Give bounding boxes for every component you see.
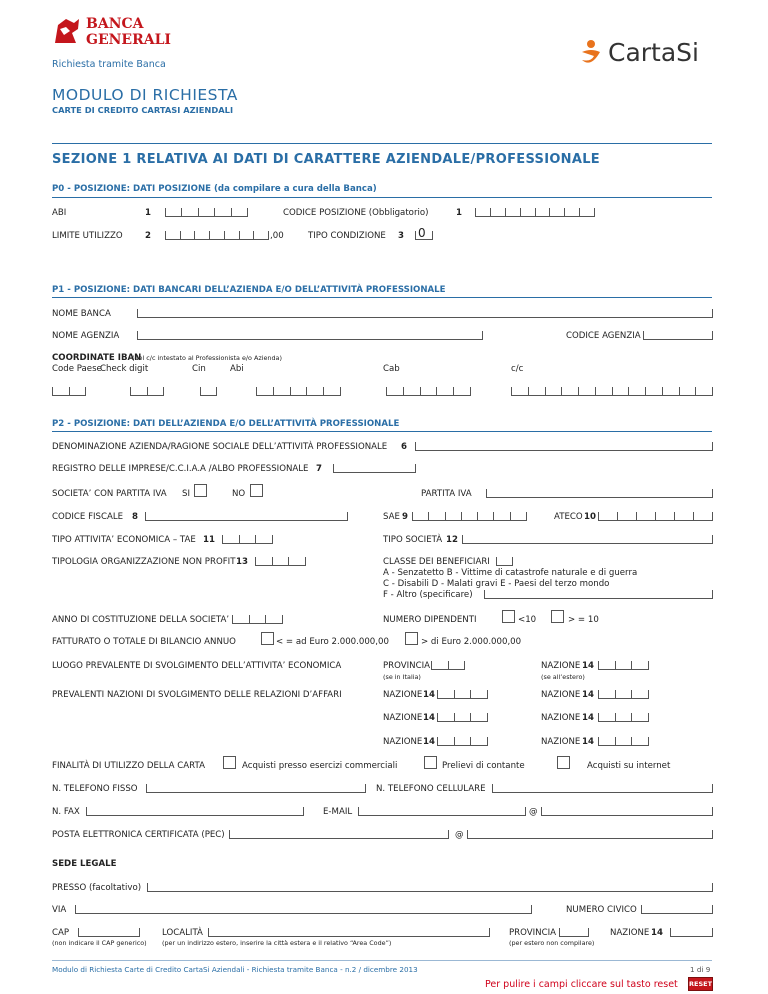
pec-user-input[interactable] [229,830,449,839]
email-domain-input[interactable] [541,807,713,816]
iban-col-cin: Cin [192,364,206,374]
page-subtitle: CARTE DI CREDITO CARTASI AZIENDALI [52,105,234,115]
dip-ge-checkbox[interactable] [551,610,564,623]
anno-label: ANNO DI COSTITUZIONE DELLA SOCIETA’ [52,615,230,625]
prev-nazione-num-3: 14 [423,713,435,723]
cap-label: CAP [52,928,70,938]
presso-input[interactable] [147,883,713,892]
email-user-input[interactable] [358,807,526,816]
fax-input[interactable] [86,807,304,816]
prev-nazione-num-6: 14 [582,737,594,747]
richiesta-label: Richiesta tramite Banca [52,59,166,70]
cartasi-icon [578,38,604,68]
reset-button[interactable]: RESET [688,977,713,991]
classe-a: A - Senzatetto B - Vittime di catastrofe naturale e di guerra [383,568,638,578]
email-label: E-MAIL [323,807,353,817]
pec-label: POSTA ELETTRONICA CERTIFICATA (PEC) [52,830,225,840]
prev-nazione-label-3: NAZIONE [383,713,423,723]
page-title: MODULO DI RICHIESTA [52,86,238,104]
codice-posizione-label: CODICE POSIZIONE (Obbligatorio) [283,208,429,218]
tipo-condizione-label: TIPO CONDIZIONE [308,231,386,241]
sede-nazione-input[interactable] [670,928,713,937]
partita-iva-label: PARTITA IVA [421,489,472,499]
abi-label: ABI [52,208,67,218]
codice-fiscale-label: CODICE FISCALE [52,512,124,522]
classe-input[interactable] [496,557,513,566]
footer-text: Modulo di Richiesta Carte di Credito CartaSi Aziendali - Richiesta tramite Banca - n.2 / dicembre 2013 [52,965,418,974]
tipo-societa-input[interactable] [462,535,713,544]
prev-nazione-num-1: 14 [423,690,435,700]
sede-nazione-num: 14 [651,928,663,938]
limite-num: 2 [145,231,151,241]
tae-num: 11 [203,535,215,545]
si-label: SI [182,489,190,499]
iban-cin-input[interactable] [200,387,217,396]
p2-heading: P2 - POSIZIONE: DATI DELL’AZIENDA E/O DELL’ATTIVITÀ PROFESSIONALE [52,419,400,429]
tel-cell-label: N. TELEFONO CELLULARE [376,784,486,794]
non-profit-label: TIPOLOGIA ORGANIZZAZIONE NON PROFIT [52,557,236,567]
fin-prelievi-checkbox[interactable] [424,756,437,769]
codice-posizione-num: 1 [456,208,462,218]
registro-input[interactable] [333,464,416,473]
non-profit-input[interactable] [255,557,306,566]
tel-cell-input[interactable] [492,784,713,793]
civico-input[interactable] [641,905,713,914]
fatt-lt-label: < = ad Euro 2.000.000,00 [276,637,389,647]
limite-label: LIMITE UTILIZZO [52,231,123,241]
iban-col-cab: Cab [383,364,400,374]
banca-generali-logo [52,15,182,51]
iban-col-paese: Code Paese [52,364,102,374]
luogo-nazione-num: 14 [582,661,594,671]
ateco-num: 10 [584,512,596,522]
luogo-provincia-label: PROVINCIA [383,661,431,671]
localita-label: LOCALITÀ [162,928,203,938]
fax-label: N. FAX [52,807,80,817]
civico-label: NUMERO CIVICO [566,905,637,915]
ateco-label: ATECO [554,512,583,522]
tel-fisso-label: N. TELEFONO FISSO [52,784,138,794]
fatturato-label: FATTURATO O TOTALE DI BILANCIO ANNUO [52,637,236,647]
prev-nazione-input-2[interactable] [598,690,649,699]
tipo-condizione-num: 3 [398,231,404,241]
codice-agenzia-label: CODICE AGENZIA [566,331,641,341]
dip-lt-checkbox[interactable] [502,610,515,623]
cap-note: (non indicare il CAP generico) [52,939,147,947]
iban-col-abi: Abi [230,364,244,374]
tae-label: TIPO ATTIVITA’ ECONOMICA – TAE [52,535,196,545]
tipo-societa-label: TIPO SOCIETÀ [383,535,443,545]
no-label: NO [232,489,246,499]
iban-cab-input[interactable] [386,387,471,396]
codice-fiscale-num: 8 [132,512,138,522]
prev-nazione-num-4: 14 [582,713,594,723]
abi-input[interactable] [165,208,248,217]
presso-label: PRESSO (facoltativo) [52,883,142,893]
iban-paese-input[interactable] [52,387,86,396]
sae-input[interactable] [412,512,527,521]
sede-provincia-note: (per estero non compilare) [509,939,595,947]
se-italia-note: (se in Italia) [383,673,421,681]
nome-agenzia-label: NOME AGENZIA [52,331,120,341]
section-title: SEZIONE 1 RELATIVA AI DATI DI CARATTERE AZIENDALE/PROFESSIONALE [52,152,600,167]
prev-nazione-label-1: NAZIONE [383,690,423,700]
classe-f: F - Altro (specificare) [383,590,473,600]
iban-col-check: Check digit [100,364,149,374]
iban-cc-input[interactable] [511,387,713,396]
denominazione-input[interactable] [415,442,713,451]
sede-provincia-label: PROVINCIA [509,928,557,938]
lion-icon [52,15,82,47]
dipendenti-label: NUMERO DIPENDENTI [383,615,477,625]
fatt-gt-checkbox[interactable] [405,632,418,645]
localita-note: (per un indirizzo estero, inserire la città estera e il relativo “Area Code”) [162,939,392,947]
tae-input[interactable] [222,535,273,544]
fatt-lt-checkbox[interactable] [261,632,274,645]
sae-num: 9 [402,512,408,522]
page-number: 1 di 9 [690,965,711,974]
nome-agenzia-input[interactable] [137,331,483,340]
luogo-nazione-label: NAZIONE [541,661,581,671]
prev-nazione-input-1[interactable] [437,690,488,699]
dip-ge-label: > = 10 [568,615,599,625]
codice-posizione-input[interactable] [475,208,595,217]
luogo-label: LUOGO PREVALENTE DI SVOLGIMENTO DELL’ATTIVITA’ ECONOMICA [52,661,342,671]
iban-check-input[interactable] [130,387,164,396]
prev-nazione-input-3[interactable] [437,713,488,722]
prev-nazione-input-6[interactable] [598,737,649,746]
cartasi-logo [578,36,718,72]
nome-banca-input[interactable] [137,309,713,318]
non-profit-num: 13 [236,557,248,567]
sae-label: SAE [383,512,400,522]
email-at: @ [529,807,538,817]
si-checkbox[interactable] [194,484,207,497]
partita-iva-input[interactable] [486,489,713,498]
tel-fisso-input[interactable] [146,784,366,793]
sede-provincia-input[interactable] [559,928,589,937]
p0-heading: P0 - POSIZIONE: DATI POSIZIONE (da compilare a cura della Banca) [52,184,377,194]
codice-agenzia-input[interactable] [643,331,713,340]
fin-internet-label: Acquisti su internet [587,761,671,771]
cap-input[interactable] [78,928,140,937]
logo-line2: GENERALI [86,32,171,48]
prev-nazione-label-5: NAZIONE [383,737,423,747]
sede-nazione-label: NAZIONE [610,928,650,938]
fin-internet-checkbox[interactable] [557,756,570,769]
finalita-label: FINALITÀ DI UTILIZZO DELLA CARTA [52,761,205,771]
anno-input[interactable] [232,615,283,624]
no-checkbox[interactable] [250,484,263,497]
prev-nazione-input-4[interactable] [598,713,649,722]
via-label: VIA [52,905,67,915]
luogo-provincia-input[interactable] [431,661,465,670]
registro-label: REGISTRO DELLE IMPRESE/C.C.I.A.A /ALBO PROFESSIONALE [52,464,309,474]
iban-title: COORDINATE IBAN [52,353,142,363]
prev-nazione-input-5[interactable] [437,737,488,746]
p1-heading: P1 - POSIZIONE: DATI BANCARI DELL’AZIENDA E/O DELL’ATTIVITÀ PROFESSIONALE [52,285,446,295]
codice-fiscale-input[interactable] [145,512,348,521]
prev-nazione-num-5: 14 [423,737,435,747]
luogo-nazione-input[interactable] [598,661,649,670]
limite-suffix: ,00 [270,231,284,241]
prevalenti-label: PREVALENTI NAZIONI DI SVOLGIMENTO DELLE RELAZIONI D’AFFARI [52,690,342,700]
prev-nazione-label-4: NAZIONE [541,713,581,723]
fin-acquisti-label: Acquisti presso esercizi commerciali [242,761,398,771]
classe-c: C - Disabili D - Malati gravi E - Paesi del terzo mondo [383,579,610,589]
prev-nazione-num-2: 14 [582,690,594,700]
fin-prelievi-label: Prelievi di contante [442,761,525,771]
iban-abi-input[interactable] [256,387,341,396]
prev-nazione-label-2: NAZIONE [541,690,581,700]
classe-label: CLASSE DEI BENEFICIARI [383,557,490,567]
pec-domain-input[interactable] [467,830,713,839]
prev-nazione-label-6: NAZIONE [541,737,581,747]
classe-altro-input[interactable] [484,590,713,599]
dip-lt-label: <10 [518,615,537,625]
iban-col-cc: c/c [511,364,524,374]
iban-note: (del c/c intestato al Professionista e/o Azienda) [132,354,282,362]
pec-at: @ [455,830,464,840]
localita-input[interactable] [208,928,490,937]
tipo-condizione-value: 0 [418,226,426,240]
fin-acquisti-checkbox[interactable] [223,756,236,769]
denominazione-label: DENOMINAZIONE AZIENDA/RAGIONE SOCIALE DELL’ATTIVITÀ PROFESSIONALE [52,442,388,452]
logo-line1: BANCA [86,16,144,32]
tipo-societa-num: 12 [446,535,458,545]
nome-banca-label: NOME BANCA [52,309,111,319]
registro-num: 7 [316,464,322,474]
via-input[interactable] [75,905,532,914]
se-estero-note: (se all’estero) [541,673,585,681]
limite-input[interactable] [165,231,269,240]
reset-hint: Per pulire i campi cliccare sul tasto reset [485,979,678,990]
abi-num: 1 [145,208,151,218]
fatt-gt-label: > di Euro 2.000.000,00 [421,637,522,647]
ateco-input[interactable] [598,512,713,521]
denominazione-num: 6 [401,442,407,452]
partita-iva-question: SOCIETA’ CON PARTITA IVA [52,489,167,499]
cartasi-text: CartaSi [608,38,699,67]
sede-heading: SEDE LEGALE [52,859,117,869]
